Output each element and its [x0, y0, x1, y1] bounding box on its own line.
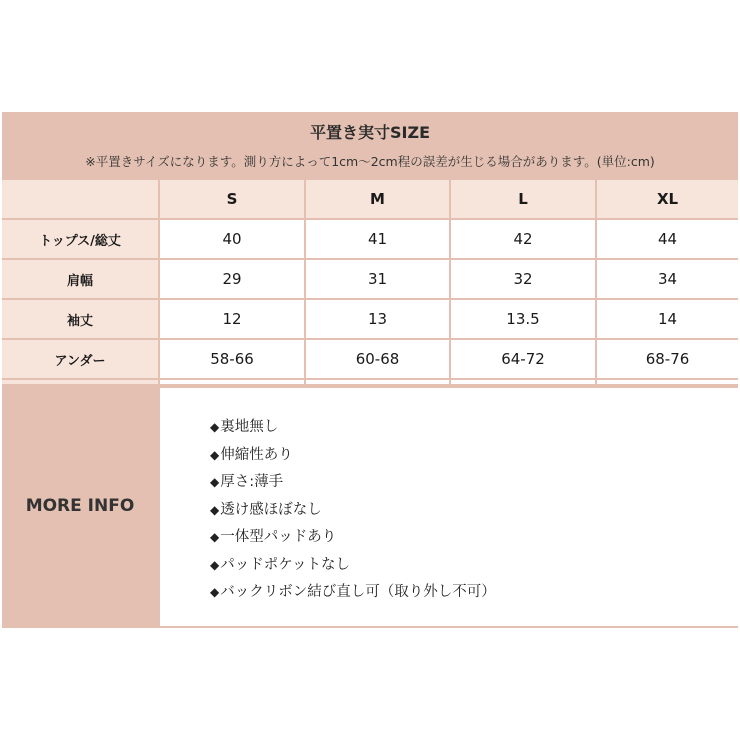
- more-info-item: [210, 579, 496, 607]
- diamond-bullet-icon: ◆: [210, 530, 220, 544]
- diamond-bullet-icon: ◆: [210, 475, 220, 489]
- table-cell: 68-76: [597, 340, 738, 378]
- table-bottom-strip: [306, 380, 449, 384]
- row-label: トップス/総丈: [2, 220, 158, 258]
- more-info-item: [210, 524, 496, 552]
- size-header-l: L: [451, 180, 595, 218]
- more-info-item-text: 透け感ほぼなし: [220, 501, 322, 518]
- table-cell: 34: [597, 260, 738, 298]
- table-cell: 13: [306, 300, 449, 338]
- more-info-item-text: バックリボン結び直し可（取り外し不可）: [220, 584, 496, 600]
- table-cell: 60-68: [306, 340, 449, 378]
- table-cell: 41: [306, 220, 449, 258]
- table-bottom-strip: [160, 380, 304, 384]
- table-title: 平置き実寸SIZE: [309, 123, 430, 142]
- row-label: 肩幅: [2, 260, 158, 298]
- diamond-bullet-icon: ◆: [210, 557, 220, 572]
- more-info-list: [210, 414, 496, 607]
- table-bottom-strip: [597, 380, 738, 384]
- table-cell: 44: [597, 220, 738, 258]
- corner-cell: [2, 180, 158, 218]
- more-info-box: [160, 388, 738, 626]
- diamond-bullet-icon: ◆: [210, 502, 220, 517]
- more-info-item-text: パッドポケットなし: [220, 556, 351, 573]
- table-cell: 32: [451, 260, 595, 298]
- more-info-item-text: 伸縮性あり: [220, 446, 293, 463]
- more-info-item-text: 厚さ:薄手: [220, 474, 284, 490]
- table-cell: 40: [160, 220, 304, 258]
- table-cell: 12: [160, 300, 304, 338]
- size-header-s: S: [160, 180, 304, 218]
- more-info-item: [210, 469, 496, 497]
- size-header-m: M: [306, 180, 449, 218]
- more-info-label: MORE INFO: [25, 496, 135, 516]
- table-cell: 29: [160, 260, 304, 298]
- row-label: 袖丈: [2, 300, 158, 338]
- more-info-item-text: 裏地無し: [220, 419, 279, 435]
- diamond-bullet-icon: ◆: [210, 447, 220, 462]
- table-cell: 13.5: [451, 300, 595, 338]
- table-cell: 31: [306, 260, 449, 298]
- more-info-item: [210, 497, 496, 525]
- more-info-item: [210, 414, 496, 442]
- table-cell: 64-72: [451, 340, 595, 378]
- diamond-bullet-icon: ◆: [210, 420, 220, 434]
- table-bottom-strip: [2, 380, 158, 384]
- table-bottom-strip: [451, 380, 595, 384]
- table-note: ※平置きサイズになります。測り方によって1cm〜2cm程の誤差が生じる場合があります。(単位:cm): [85, 154, 655, 169]
- table-cell: 42: [451, 220, 595, 258]
- table-cell: 58-66: [160, 340, 304, 378]
- more-info-item: [210, 552, 496, 580]
- size-table-panel: [2, 112, 738, 628]
- table-cell: 14: [597, 300, 738, 338]
- diamond-bullet-icon: ◆: [210, 585, 220, 599]
- size-header-xl: XL: [597, 180, 738, 218]
- more-info-item: [210, 442, 496, 470]
- more-info-item-text: 一体型パッドあり: [220, 529, 337, 545]
- row-label: アンダー: [2, 340, 158, 378]
